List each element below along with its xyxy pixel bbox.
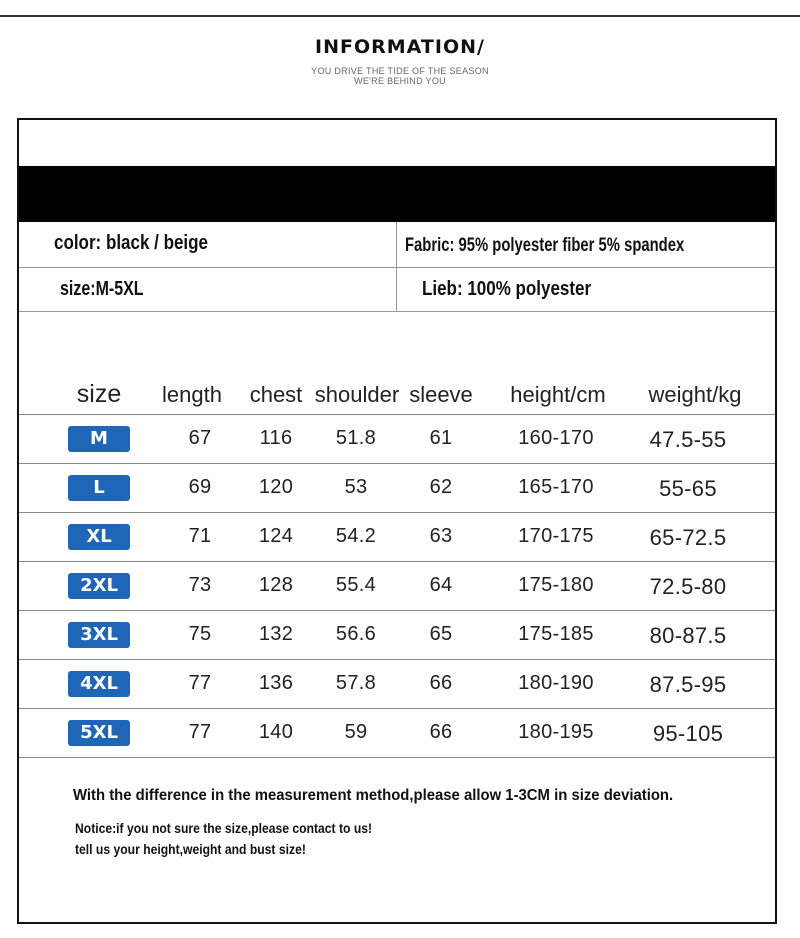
cell-sleeve: 66 bbox=[429, 672, 453, 694]
cell-weight: 95-105 bbox=[652, 721, 724, 746]
cell-height: 165-170 bbox=[518, 476, 594, 498]
cell-sleeve: 65 bbox=[429, 623, 453, 645]
size-badge-2xl: 2XL bbox=[68, 573, 130, 599]
cell-chest: 132 bbox=[258, 623, 294, 645]
row-divider bbox=[19, 708, 775, 709]
header-height: height/cm bbox=[510, 382, 606, 407]
cell-weight: 65-72.5 bbox=[649, 525, 727, 550]
cell-sleeve: 61 bbox=[429, 427, 453, 449]
cell-weight: 47.5-55 bbox=[649, 427, 727, 452]
size-badge-5xl: 5XL bbox=[68, 720, 130, 746]
row-divider bbox=[19, 414, 775, 415]
cell-height: 180-190 bbox=[518, 672, 594, 694]
cell-height: 170-175 bbox=[518, 525, 594, 547]
lining-info: Lieb: 100% polyester bbox=[422, 278, 592, 300]
tell-us-text: tell us your height,weight and bust size! bbox=[75, 842, 306, 857]
row-divider bbox=[19, 561, 775, 562]
cell-chest: 124 bbox=[258, 525, 294, 547]
cell-weight: 87.5-95 bbox=[649, 672, 727, 697]
header-shoulder: shoulder bbox=[314, 382, 400, 407]
cell-weight: 80-87.5 bbox=[649, 623, 727, 648]
cell-height: 160-170 bbox=[518, 427, 594, 449]
cell-chest: 116 bbox=[259, 427, 293, 449]
cell-chest: 120 bbox=[258, 476, 294, 498]
header-weight: weight/kg bbox=[648, 382, 742, 407]
cell-length: 77 bbox=[188, 721, 212, 743]
cell-length: 67 bbox=[188, 427, 212, 449]
header-subtitle-1: YOU DRIVE THE TIDE OF THE SEASON bbox=[311, 66, 489, 76]
cell-height: 175-180 bbox=[518, 574, 594, 596]
cell-sleeve: 63 bbox=[429, 525, 453, 547]
row-divider bbox=[19, 757, 775, 758]
cell-length: 75 bbox=[188, 623, 212, 645]
cell-shoulder: 51.8 bbox=[335, 427, 377, 449]
cell-weight: 72.5-80 bbox=[649, 574, 727, 599]
header-chest: chest bbox=[249, 382, 303, 407]
size-badge-l: L bbox=[68, 475, 130, 501]
fabric-info: Fabric: 95% polyester fiber 5% spandex bbox=[405, 235, 685, 256]
cell-length: 77 bbox=[188, 672, 212, 694]
cell-height: 180-195 bbox=[518, 721, 594, 743]
size-chart-frame bbox=[17, 118, 777, 924]
info-divider bbox=[396, 222, 397, 311]
row-divider bbox=[19, 659, 775, 660]
row-divider bbox=[19, 512, 775, 513]
top-divider bbox=[0, 15, 800, 17]
cell-length: 71 bbox=[188, 525, 212, 547]
size-badge-xl: XL bbox=[68, 524, 130, 550]
cell-shoulder: 56.6 bbox=[335, 623, 377, 645]
cell-weight: 55-65 bbox=[659, 476, 717, 501]
cell-sleeve: 64 bbox=[429, 574, 453, 596]
row-divider bbox=[19, 610, 775, 611]
cell-shoulder: 57.8 bbox=[335, 672, 377, 694]
header-sleeve: sleeve bbox=[409, 382, 473, 407]
size-badge-m: M bbox=[68, 426, 130, 452]
cell-sleeve: 66 bbox=[429, 721, 453, 743]
cell-chest: 140 bbox=[258, 721, 294, 743]
size-badge-3xl: 3XL bbox=[68, 622, 130, 648]
cell-shoulder: 59 bbox=[344, 721, 368, 743]
cell-shoulder: 53 bbox=[344, 476, 368, 498]
header-size: size bbox=[76, 380, 122, 408]
header-subtitle-2: WE'RE BEHIND YOU bbox=[354, 76, 446, 86]
notice-text: Notice:if you not sure the size,please contact to us! bbox=[75, 821, 373, 836]
cell-length: 69 bbox=[188, 476, 212, 498]
cell-chest: 136 bbox=[258, 672, 294, 694]
cell-shoulder: 55.4 bbox=[335, 574, 377, 596]
cell-length: 73 bbox=[188, 574, 212, 596]
size-range-info: size:M-5XL bbox=[60, 278, 144, 300]
row-divider bbox=[19, 463, 775, 464]
cell-height: 175-185 bbox=[518, 623, 594, 645]
measurement-note: With the difference in the measurement method,please allow 1-3CM in size deviation. bbox=[73, 787, 674, 804]
header-length: length bbox=[162, 382, 222, 407]
cell-sleeve: 62 bbox=[429, 476, 453, 498]
cell-shoulder: 54.2 bbox=[335, 525, 377, 547]
cell-chest: 128 bbox=[258, 574, 294, 596]
page-title: INFORMATION/ bbox=[315, 36, 485, 58]
size-badge-4xl: 4XL bbox=[68, 671, 130, 697]
black-banner bbox=[19, 166, 775, 222]
color-info: color: black / beige bbox=[54, 232, 208, 254]
